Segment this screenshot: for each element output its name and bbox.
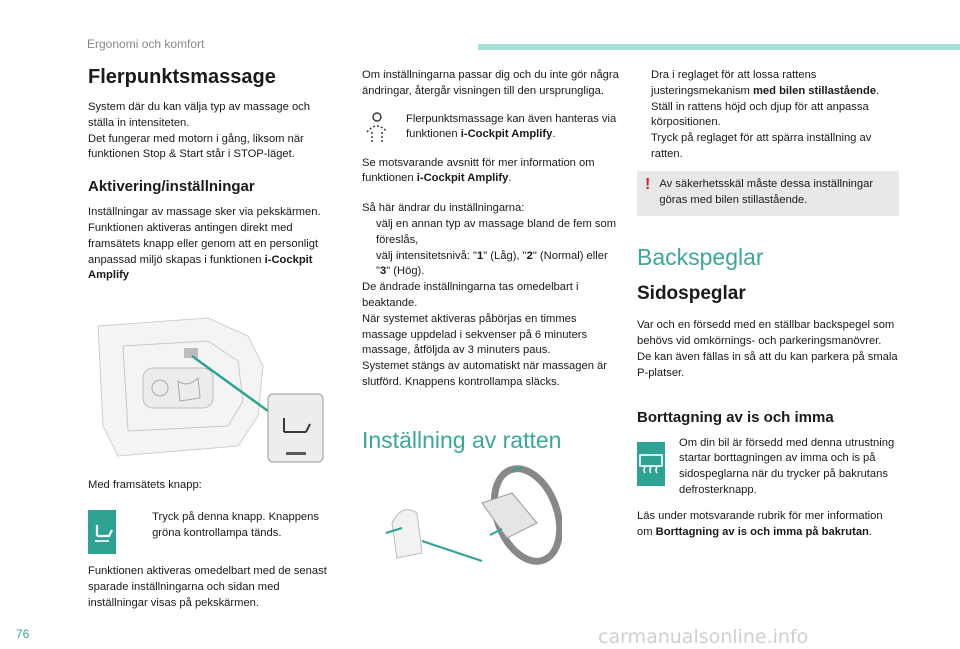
defrost-row [637, 436, 899, 499]
column-settings [362, 68, 620, 575]
side-mirrors-fold: De kan även fällas in så att du kan parkera på smala P-platser. [637, 350, 898, 379]
steering-step-adjust: Ställ in rattens höjd och djup för att anpassa körpositionen. [651, 100, 869, 129]
defrost-heading: Borttagning av is och imma [637, 408, 834, 426]
massage-seat-button[interactable] [88, 510, 116, 554]
warning-icon: ! [645, 175, 651, 193]
steering-title: Inställning av ratten [362, 426, 562, 453]
header-bar [478, 44, 960, 50]
section-header: Ergonomi och komfort [87, 37, 205, 51]
activation-heading: Aktivering/inställningar [88, 178, 255, 196]
column-steering-mirrors [637, 68, 899, 540]
defrost-button[interactable] [637, 442, 665, 486]
page-number: 76 [16, 627, 30, 641]
front-seat-button-label: Med framsätets knapp: [88, 479, 202, 492]
auto-off: Systemet stängs av automatiskt när massagen är slutförd. Knappens kontrollampa släcks. [362, 360, 607, 388]
column-massage [88, 64, 338, 611]
massage-closing: Funktionen aktiveras omedelbart med de senast sparade inställningarna och sidan med inställningar visas på pekskärmen. [88, 564, 327, 609]
side-mirrors-title: Sidospeglar [637, 283, 746, 305]
defrost-text: Om din bil är försedd med denna utrustning startar borttagningen av imma och is på sidospeglarna när du trycker på bakrutans defrosterknapp. [679, 436, 895, 496]
defrost-read-more: Läs under motsvarande rubrik för mer information om Borttagning av is och imma på bakrutan. [637, 509, 883, 538]
rear-defrost-icon [637, 453, 665, 475]
step-intensity: välj intensitetsnivå: "1" (Låg), "2" (Normal) eller "3" (Hög). [376, 249, 608, 278]
cockpit-note: Flerpunktsmassage kan även hanteras via funktionen i-Cockpit Amplify. [362, 112, 620, 144]
massage-intro-2: Det fungerar med motorn i gång, liksom när funktionen Stop & Start står i STOP-läget. [88, 132, 304, 161]
massage-info-icon [362, 112, 392, 144]
seat-illustration [88, 306, 328, 474]
massage-title: Flerpunktsmassage [88, 66, 276, 88]
massage-button-row [88, 510, 338, 554]
steering-step-lock: Tryck på reglaget för att spärra inställning av ratten. [651, 132, 872, 160]
safety-warning: ! Av säkerhetsskäl måste dessa inställningar göras med bilen stillastående. [637, 171, 899, 217]
side-mirrors-text: Var och en försedd med en ställbar backspegel som behövs vid omkörnings- och parkeringsmanövrer. [637, 319, 895, 348]
steering-illustration [362, 463, 562, 575]
see-section: Se motsvarande avsnitt för mer information om funktionen i-Cockpit Amplify. [362, 156, 595, 185]
mirrors-title: Backspeglar [637, 244, 764, 271]
watermark: carmanualsonline.info [598, 626, 809, 648]
settings-return: Om inställningarna passar dig och du inte gör några ändringar, återgår visningen till den ursprungliga. [362, 69, 619, 97]
step-massage-type: välj en annan typ av massage bland de fem som föreslås, [376, 217, 617, 246]
seat-massage-icon [89, 520, 115, 544]
press-button-step: Tryck på denna knapp. Knappens gröna kontrollampa tänds. [152, 510, 319, 539]
activation-text: Inställningar av massage sker via pekskärmen. Funktionen aktiveras antingen direkt med framsätets knapp eller genom att en personligt anpassad miljö skapas i funktionen i-Cockpit Amplify [88, 206, 321, 282]
changes-applied: De ändrade inställningarna tas omedelbart i beaktande. [362, 281, 579, 309]
massage-cycle: När systemet aktiveras påbörjas en timmes massage uppdelad i sekvenser på 6 minuters massage, åtföljda av 3 minuters paus. [362, 312, 588, 357]
massage-intro: System där du kan välja typ av massage och ställa in intensiteten. [88, 101, 310, 129]
steering-step-release: Dra i reglaget för att lossa rattens justeringsmekanism med bilen stillastående. [651, 69, 880, 97]
how-to-change: Så här ändrar du inställningarna: [362, 202, 525, 215]
